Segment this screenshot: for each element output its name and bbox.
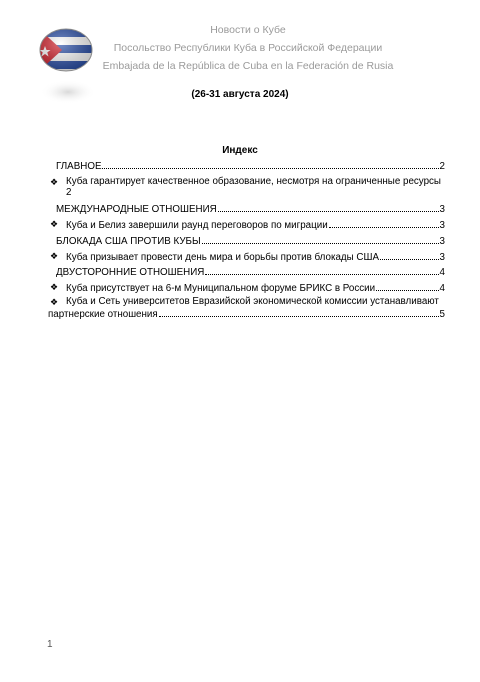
toc-entry-text: ДВУСТОРОННИЕ ОТНОШЕНИЯ: [56, 267, 205, 278]
toc-leader: [205, 265, 438, 275]
toc-entry-text: БЛОКАДА США ПРОТИВ КУБЫ: [56, 236, 201, 247]
toc-page-number: 5: [439, 309, 445, 320]
bullet-icon: ❖: [50, 282, 59, 292]
toc-page-number: 3: [439, 236, 445, 247]
toc-entry[interactable]: [48, 307, 445, 321]
toc-entry-text: Куба и Белиз завершили раунд переговоров по миграции: [66, 220, 328, 231]
toc-page-number: 2: [439, 161, 445, 172]
bullet-icon: ❖: [50, 297, 59, 307]
toc-entry-text[interactable]: Куба и Сеть университетов Евразийской экономической комиссии устанавливают: [66, 296, 439, 307]
bullet-icon: ❖: [50, 177, 59, 187]
header-embassy-ru: Посольство Республики Куба в Российской Федерации: [113, 42, 383, 54]
toc-entry-text: партнерские отношения: [48, 309, 158, 320]
toc-leader: [202, 234, 439, 244]
toc-page-number: 3: [439, 252, 445, 263]
toc-page-number: 3: [439, 204, 445, 215]
toc-leader: [102, 159, 438, 169]
toc-page-number: 4: [439, 283, 445, 294]
toc-leader: [159, 307, 439, 317]
header-embassy-es: Embajada de la República de Cuba en la Federación de Rusia: [102, 60, 394, 72]
toc-leader: [376, 281, 438, 291]
header-title: Новости о Кубе: [210, 24, 286, 36]
bullet-icon: ❖: [50, 251, 59, 261]
toc-leader: [218, 202, 439, 212]
toc-page-number: 2: [66, 187, 72, 198]
toc-entry[interactable]: [56, 202, 445, 216]
index-title: Индекс: [222, 145, 258, 156]
toc-entry-text: Куба призывает провести день мира и борьбы против блокады США: [66, 252, 379, 263]
date-range: (26-31 августа 2024): [191, 89, 289, 100]
toc-entry[interactable]: [66, 281, 445, 295]
toc-entry-text: МЕЖДУНАРОДНЫЕ ОТНОШЕНИЯ: [56, 204, 217, 215]
toc-page-number: 3: [439, 220, 445, 231]
bullet-icon: ❖: [50, 219, 59, 229]
toc-entry[interactable]: [66, 218, 445, 232]
toc-entry-text[interactable]: Куба гарантирует качественное образование, несмотря на ограниченные ресурсы: [66, 176, 441, 187]
toc-entry-text: Куба присутствует на 6-м Муниципальном форуме БРИКС в России: [66, 283, 376, 294]
toc-entry-text: ГЛАВНОЕ: [56, 161, 102, 172]
toc-entry[interactable]: [56, 234, 445, 248]
toc-entry[interactable]: [56, 159, 445, 173]
toc-leader: [329, 218, 439, 228]
toc-page-number: 4: [439, 267, 445, 278]
page-number: 1: [47, 639, 53, 650]
toc-entry[interactable]: [66, 250, 445, 264]
toc-leader: [380, 250, 439, 260]
toc-entry[interactable]: [56, 265, 445, 279]
